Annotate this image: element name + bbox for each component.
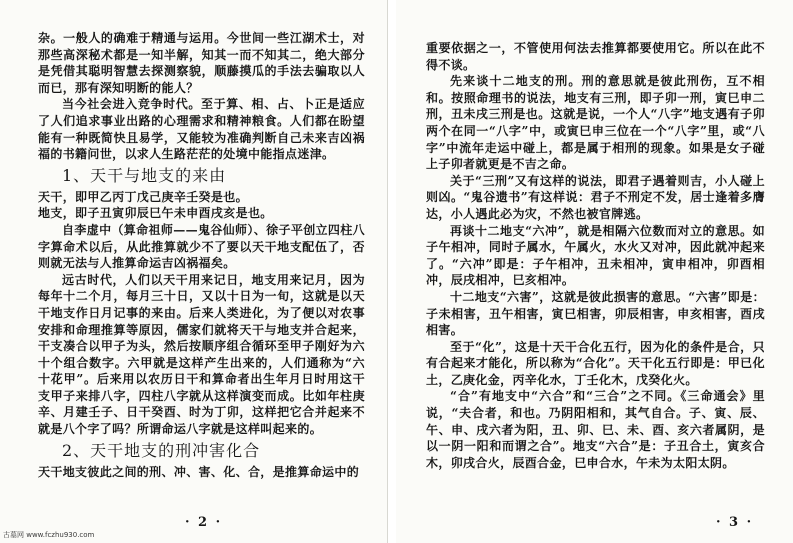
left-paragraph-5: 自李虚中（算命祖师——鬼谷仙师）、徐子平创立四柱八字算命术以后，从此推算就少不了要以天干地支配伍了，否则就无法与人推算命运吉凶祸福矣。: [38, 222, 365, 271]
section-heading-2: 2、天干地支的刑冲害化合: [62, 440, 261, 460]
left-paragraph-7: 天干地支彼此之间的刑、冲、害、化、合，是推算命运中的: [38, 464, 360, 479]
section-heading-1: 1、天干与地支的来由: [62, 165, 227, 185]
right-paragraph-3: 关于“三刑”又有这样的说法，即君子遇着则吉，小人碰上则凶。“鬼谷遗书”有这样说：君子不刑定不发，居士逢着多膺达，小人遇此必为灾，不然也被官牌逃。: [426, 173, 765, 221]
left-paragraph-4: 地支，即子丑寅卯辰巳午未申酉戌亥是也。: [38, 206, 273, 221]
page-number-left: · 2 ·: [185, 515, 223, 530]
right-page: [396, 0, 793, 543]
right-paragraph-5: 十二地支“六害”，这就是彼此损害的意思。“六害”即是：子未相害，丑午相害，寅巳相害，卯辰相害，申亥相害，酉戌相害。: [426, 289, 765, 338]
right-paragraph-4: 再谈十二地支“六冲”，就是相隔六位数而对立的意思。如子午相冲，同时子属水，午属火，水火又对冲，因此就冲起来了。“六冲”即是：子午相冲，丑未相冲，寅申相冲，卯酉相冲，辰戌相冲，巳亥相冲。: [426, 223, 765, 288]
site-watermark: 古墓网 www.fczhu930.com: [3, 531, 95, 539]
right-paragraph-6: 至于“化”，这是十天干合化五行，因为化的条件是合，只有合起来才能化，所以称为“合化”。天干化五行即是：甲已化土，乙庚化金，丙辛化水，丁壬化木，戊癸化火。: [426, 339, 765, 387]
left-paragraph-6: 远古时代，人们以天干用来记日，地支用来记月，因为每年十二个月，每月三十日，又以十日为一旬，这就是以天干地支作日月记事的来由。后来人类进化，为了便以对农事安排和命理推算等原因，儒家们就将天干与地支并合起来，干支凑合以甲子为头，然后按顺序组合循环至甲子刚好为六十个组合数字。六甲就是这样产生出来的，人们通称为“六十花甲”。后来用以农历日干和算命者出生年月日时用这干支甲子来排八字，四柱八字就从这样演变而成。比如年柱庚辛、月建壬子、日干癸酉、时为丁卯，这样把它合并起来不就是八个字了吗？所谓命运八字就是这样叫起来的。: [38, 272, 365, 437]
left-paragraph-1: 杂。一般人的确难于精通与运用。今世间一些江湖术士，对那些高深秘术都是一知半解，知其一而不知其二，绝大部分是凭借其聪明智慧去探测察貌，顺藤摸瓜的手法去骗取以人而已，那有深知明断的能人？: [38, 31, 365, 95]
right-paragraph-7: “合”有地支中“六合”和“三合”之不同。《三命通会》里说，“夫合者，和也。乃阴阳相和，其气自合。子、寅、辰、午、申、戌六者为阳，丑、卯、巳、未、酉、亥六者属阴，是以一阴一阳和而谓之合”。地支“六合”是：子丑合土，寅亥合木，卯戌合火，辰酉合金，巳申合水，午未为太阳太阴。: [426, 389, 765, 470]
page-number-right: · 3 ·: [716, 515, 754, 530]
left-page: [0, 0, 388, 543]
right-paragraph-2: 先来谈十二地支的刑。刑的意思就是彼此刑伤，互不相和。按照命理书的说法，地支有三刑，即子卯一刑，寅巳申二刑，丑未戌三刑是也。这就是说，一个人“八字”地支遇有子卯两个在同一“八字”中，或寅巳申三位在一个“八字”里，或“八字”中流年走运中碰上，都是属于相刑的现象。如果是女子碰上子卯者就更是不吉之命。: [426, 74, 765, 172]
left-paragraph-2: 当今社会进入竞争时代。至于算、相、占、卜正是适应了人们追求事业出路的心理需求和精神粮食。人们都在盼望能有一种既简快且易学，又能较为准确判断自己未来吉凶祸福的书籍问世，以求人生路茫茫的处境中能指点迷津。: [38, 97, 365, 162]
left-paragraph-3: 天干，即甲乙丙丁戊己庚辛壬癸是也。: [38, 189, 248, 204]
right-paragraph-1: 重要依据之一，不管使用何法去推算都要使用它。所以在此不得不谈。: [426, 41, 765, 72]
